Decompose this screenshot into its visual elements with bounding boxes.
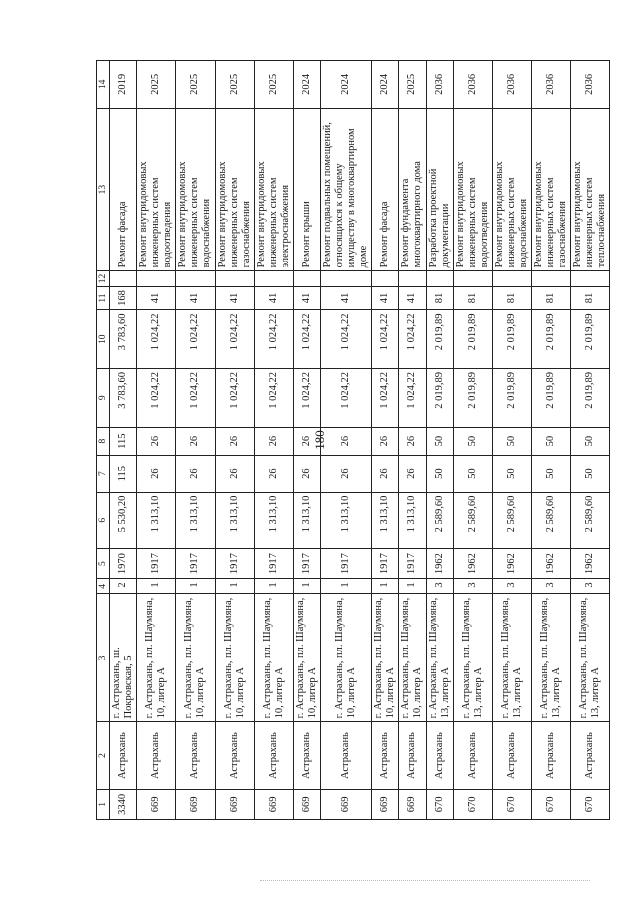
table-cell-col-8: 26 [254,427,293,455]
table-cell-col-9: 2 019,89 [453,368,492,427]
table-cell-col-8: 26 [137,427,176,455]
table-cell-col-14: 2025 [399,61,426,109]
table-cell-col-5: 1970 [110,548,137,578]
table-cell-col-1: 670 [426,789,453,819]
table-row [426,61,453,820]
table-cell-col-1: 669 [321,789,372,819]
table-cell-col-1: 669 [293,789,320,819]
table-cell-col-8: 26 [399,427,426,455]
table-cell-col-3: г. Астрахань, пл. Шаумяна, 10, литер А [321,594,372,722]
table-cell-col-4: 3 [571,579,610,594]
table-cell-col-5: 1962 [426,548,453,578]
table-cell-col-12 [176,271,215,286]
table-cell-col-9: 2 019,89 [492,368,531,427]
table-cell-col-14: 2024 [321,61,372,109]
table-cell-col-14: 2024 [293,61,320,109]
table-cell-col-2: Астрахань [532,722,571,789]
table-row [532,61,571,820]
table-cell-col-7: 50 [492,455,531,492]
table-row [492,61,531,820]
table-cell-col-7: 50 [571,455,610,492]
table-cell-col-7: 26 [215,455,254,492]
table-cell-col-9: 1 024,22 [215,368,254,427]
table-cell-col-6: 1 313,10 [372,492,399,548]
table-cell-col-4: 1 [293,579,320,594]
table-cell-col-14: 2036 [571,61,610,109]
table-cell-col-11: 41 [137,286,176,310]
table-cell-col-11: 168 [110,286,137,310]
table-cell-col-3: г. Астрахань, пл. Шаумяна, 10, литер А [293,594,320,722]
table-cell-col-10: 1 024,22 [137,310,176,369]
table-cell-col-7: 26 [399,455,426,492]
table-cell-col-6: 2 589,60 [426,492,453,548]
table-cell-col-4: 1 [399,579,426,594]
table-cell-col-2: Астрахань [453,722,492,789]
table-cell-col-1: 669 [137,789,176,819]
table-cell-col-1: 3340 [110,789,137,819]
table-cell-col-8: 26 [321,427,372,455]
table-cell-col-3: г. Астрахань, пл. Шаумяна, 13, литер А [492,594,531,722]
table-cell-col-9: 1 024,22 [321,368,372,427]
column-header-5: 5 [97,548,110,578]
repair-schedule-table [96,60,610,820]
table-cell-col-14: 2036 [532,61,571,109]
table-cell-col-9: 1 024,22 [254,368,293,427]
table-cell-col-13: Ремонт внутридомовых инженерных систем газоснабжения [215,108,254,271]
table-cell-col-4: 1 [137,579,176,594]
column-header-14: 14 [97,61,110,109]
table-cell-col-9: 2 019,89 [532,368,571,427]
header-row [97,61,110,820]
table-cell-col-13: Ремонт крыши [293,108,320,271]
table-cell-col-4: 3 [532,579,571,594]
table-cell-col-12 [532,271,571,286]
table-cell-col-11: 41 [399,286,426,310]
column-header-1: 1 [97,789,110,819]
table-cell-col-12 [254,271,293,286]
table-cell-col-10: 2 019,89 [571,310,610,369]
table-cell-col-8: 50 [571,427,610,455]
table-wrapper [96,60,608,820]
column-header-13: 13 [97,108,110,271]
column-header-12: 12 [97,271,110,286]
table-cell-col-3: г. Астрахань, пл. Шаумяна, 13, литер А [426,594,453,722]
table-cell-col-7: 26 [372,455,399,492]
table-cell-col-1: 670 [571,789,610,819]
rotated-table-container [96,60,608,820]
table-cell-col-6: 1 313,10 [321,492,372,548]
table-cell-col-12 [571,271,610,286]
table-cell-col-8: 50 [453,427,492,455]
table-cell-col-11: 81 [492,286,531,310]
table-cell-col-10: 1 024,22 [293,310,320,369]
table-cell-col-13: Ремонт внутридомовых инженерных систем водоснабжения [492,108,531,271]
table-cell-col-4: 1 [372,579,399,594]
column-header-2: 2 [97,722,110,789]
table-cell-col-7: 26 [137,455,176,492]
table-cell-col-14: 2036 [453,61,492,109]
table-cell-col-6: 2 589,60 [453,492,492,548]
table-cell-col-2: Астрахань [137,722,176,789]
table-cell-col-6: 1 313,10 [137,492,176,548]
table-cell-col-11: 81 [571,286,610,310]
table-cell-col-6: 2 589,60 [532,492,571,548]
table-cell-col-6: 2 589,60 [571,492,610,548]
table-cell-col-1: 670 [492,789,531,819]
table-cell-col-4: 1 [215,579,254,594]
table-cell-col-4: 1 [176,579,215,594]
table-row [137,61,176,820]
table-cell-col-4: 3 [453,579,492,594]
table-cell-col-6: 2 589,60 [492,492,531,548]
table-cell-col-10: 1 024,22 [321,310,372,369]
column-header-11: 11 [97,286,110,310]
table-cell-col-13: Ремонт подвальных помещений, относящихся к общему имуществу в многоквартирном доме [321,108,372,271]
table-row [110,61,137,820]
table-cell-col-1: 669 [254,789,293,819]
table-cell-col-14: 2025 [215,61,254,109]
table-cell-col-3: г. Астрахань, пл. Шаумяна, 10, литер А [176,594,215,722]
table-cell-col-2: Астрахань [321,722,372,789]
table-cell-col-13: Ремонт внутридомовых инженерных систем водоснабжения [176,108,215,271]
table-cell-col-6: 1 313,10 [254,492,293,548]
table-cell-col-2: Астрахань [399,722,426,789]
table-cell-col-3: г. Астрахань, пл. Шаумяна, 10, литер А [399,594,426,722]
table-cell-col-3: г. Астрахань, пл. Шаумяна, 13, литер А [532,594,571,722]
table-row [215,61,254,820]
table-cell-col-4: 1 [254,579,293,594]
table-cell-col-9: 2 019,89 [426,368,453,427]
table-cell-col-2: Астрахань [293,722,320,789]
table-cell-col-5: 1917 [176,548,215,578]
table-cell-col-11: 41 [293,286,320,310]
table-cell-col-7: 26 [254,455,293,492]
table-cell-col-6: 1 313,10 [176,492,215,548]
table-cell-col-8: 50 [426,427,453,455]
table-row [176,61,215,820]
table-cell-col-12 [321,271,372,286]
table-cell-col-5: 1962 [532,548,571,578]
column-header-4: 4 [97,579,110,594]
table-cell-col-12 [137,271,176,286]
table-cell-col-12 [426,271,453,286]
table-cell-col-9: 1 024,22 [176,368,215,427]
table-cell-col-3: г. Астрахань, пл. Шаумяна, 13, литер А [571,594,610,722]
table-row [293,61,320,820]
table-cell-col-5: 1917 [293,548,320,578]
table-cell-col-7: 50 [532,455,571,492]
table-row [399,61,426,820]
table-cell-col-2: Астрахань [176,722,215,789]
table-cell-col-6: 1 313,10 [215,492,254,548]
table-cell-col-3: г. Астрахань, ш. Покровская, 5 [110,594,137,722]
table-cell-col-8: 26 [215,427,254,455]
table-cell-col-8: 26 [176,427,215,455]
table-row [321,61,372,820]
table-cell-col-5: 1962 [453,548,492,578]
table-row [254,61,293,820]
table-cell-col-12 [293,271,320,286]
table-cell-col-1: 669 [215,789,254,819]
table-cell-col-8: 26 [293,427,320,455]
table-cell-col-10: 3 783,60 [110,310,137,369]
table-cell-col-14: 2036 [426,61,453,109]
table-cell-col-12 [492,271,531,286]
table-cell-col-2: Астрахань [215,722,254,789]
table-row [453,61,492,820]
table-cell-col-1: 670 [532,789,571,819]
table-cell-col-2: Астрахань [426,722,453,789]
table-cell-col-7: 115 [110,455,137,492]
table-cell-col-10: 2 019,89 [532,310,571,369]
column-header-9: 9 [97,368,110,427]
table-cell-col-3: г. Астрахань, пл. Шаумяна, 10, литер А [215,594,254,722]
table-cell-col-7: 26 [321,455,372,492]
column-header-6: 6 [97,492,110,548]
table-cell-col-2: Астрахань [372,722,399,789]
table-cell-col-14: 2025 [254,61,293,109]
table-cell-col-12 [399,271,426,286]
table-cell-col-1: 670 [453,789,492,819]
table-cell-col-5: 1917 [399,548,426,578]
table-cell-col-9: 3 783,60 [110,368,137,427]
table-row [372,61,399,820]
table-cell-col-11: 41 [321,286,372,310]
table-cell-col-9: 1 024,22 [137,368,176,427]
table-cell-col-5: 1962 [571,548,610,578]
table-cell-col-13: Ремонт фундамента многоквартирного дома [399,108,426,271]
table-cell-col-14: 2036 [492,61,531,109]
table-cell-col-4: 1 [321,579,372,594]
table-cell-col-5: 1917 [254,548,293,578]
table-cell-col-8: 50 [492,427,531,455]
table-cell-col-10: 1 024,22 [215,310,254,369]
table-cell-col-7: 50 [426,455,453,492]
table-cell-col-9: 2 019,89 [571,368,610,427]
table-cell-col-13: Ремонт внутридомовых инженерных систем водоотведения [137,108,176,271]
table-cell-col-10: 1 024,22 [372,310,399,369]
table-cell-col-5: 1917 [372,548,399,578]
table-cell-col-7: 50 [453,455,492,492]
table-cell-col-10: 2 019,89 [453,310,492,369]
table-cell-col-13: Ремонт внутридомовых инженерных систем теплоснабжения [571,108,610,271]
table-cell-col-9: 1 024,22 [399,368,426,427]
table-cell-col-9: 1 024,22 [293,368,320,427]
table-cell-col-7: 26 [293,455,320,492]
table-cell-col-14: 2025 [176,61,215,109]
table-cell-col-11: 41 [372,286,399,310]
table-cell-col-1: 669 [399,789,426,819]
table-cell-col-5: 1917 [137,548,176,578]
table-cell-col-6: 5 530,20 [110,492,137,548]
table-cell-col-6: 1 313,10 [399,492,426,548]
table-cell-col-2: Астрахань [254,722,293,789]
table-cell-col-4: 2 [110,579,137,594]
table-cell-col-3: г. Астрахань, пл. Шаумяна, 10, литер А [137,594,176,722]
table-cell-col-13: Разработка проектной документации [426,108,453,271]
table-cell-col-1: 669 [372,789,399,819]
table-cell-col-4: 3 [426,579,453,594]
table-cell-col-13: Ремонт фасада [110,108,137,271]
table-cell-col-14: 2019 [110,61,137,109]
table-cell-col-6: 1 313,10 [293,492,320,548]
table-header [97,61,110,820]
table-cell-col-10: 2 019,89 [426,310,453,369]
column-header-3: 3 [97,594,110,722]
table-cell-col-14: 2024 [372,61,399,109]
table-cell-col-7: 26 [176,455,215,492]
table-body [110,61,610,820]
table-cell-col-11: 41 [254,286,293,310]
table-cell-col-11: 81 [426,286,453,310]
table-cell-col-13: Ремонт фасада [372,108,399,271]
table-cell-col-12 [215,271,254,286]
table-cell-col-13: Ремонт внутридомовых инженерных систем электроснабжения [254,108,293,271]
table-cell-col-11: 41 [176,286,215,310]
table-cell-col-12 [453,271,492,286]
table-cell-col-5: 1962 [492,548,531,578]
table-cell-col-8: 26 [372,427,399,455]
table-cell-col-12 [372,271,399,286]
table-cell-col-9: 1 024,22 [372,368,399,427]
table-cell-col-14: 2025 [137,61,176,109]
table-cell-col-5: 1917 [215,548,254,578]
table-cell-col-11: 41 [215,286,254,310]
table-cell-col-8: 115 [110,427,137,455]
table-cell-col-11: 81 [453,286,492,310]
table-cell-col-3: г. Астрахань, пл. Шаумяна, 13, литер А [453,594,492,722]
table-row [571,61,610,820]
table-cell-col-3: г. Астрахань, пл. Шаумяна, 10, литер А [372,594,399,722]
page-number: 180 [312,430,327,450]
table-cell-col-3: г. Астрахань, пл. Шаумяна, 10, литер А [254,594,293,722]
table-cell-col-10: 1 024,22 [399,310,426,369]
table-cell-col-2: Астрахань [492,722,531,789]
column-header-7: 7 [97,455,110,492]
table-cell-col-11: 81 [532,286,571,310]
column-header-8: 8 [97,427,110,455]
table-cell-col-12 [110,271,137,286]
table-cell-col-4: 3 [492,579,531,594]
table-cell-col-10: 1 024,22 [254,310,293,369]
table-cell-col-13: Ремонт внутридомовых инженерных систем газоснабжения [532,108,571,271]
table-cell-col-8: 50 [532,427,571,455]
table-cell-col-2: Астрахань [110,722,137,789]
column-header-10: 10 [97,310,110,369]
table-cell-col-10: 1 024,22 [176,310,215,369]
table-cell-col-2: Астрахань [571,722,610,789]
table-cell-col-10: 2 019,89 [492,310,531,369]
table-cell-col-1: 669 [176,789,215,819]
scan-artifact-line [260,880,590,882]
table-cell-col-13: Ремонт внутридомовых инженерных систем водоотведения [453,108,492,271]
table-cell-col-5: 1917 [321,548,372,578]
